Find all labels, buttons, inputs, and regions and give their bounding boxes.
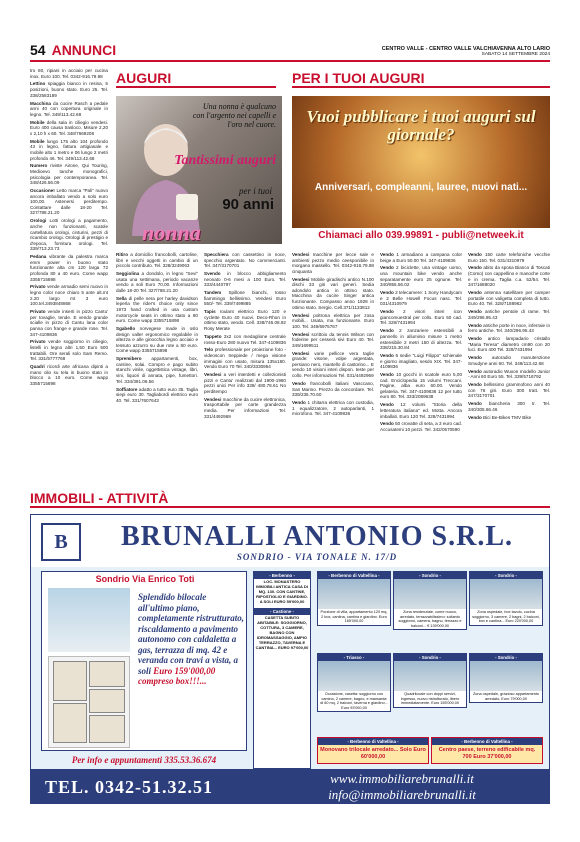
per-i-tuoi-auguri-card — [292, 96, 550, 244]
publication-date: SABATO 14 SETTEMBRE 2024 — [481, 52, 550, 57]
ad-title: Vendesi — [292, 350, 310, 356]
classified-ad — [292, 313, 374, 330]
classified-ad — [292, 400, 374, 417]
classified-ad — [30, 254, 108, 282]
classified-ad — [204, 372, 286, 394]
classified-ad — [116, 252, 198, 269]
ad-title: Vendo — [468, 309, 482, 315]
classified-ad — [380, 372, 462, 400]
ad-text: a veri interdetti e collezionisti pizzi e Cantu' realizzati dal 1900-1960 pezzi unici Per info 338/ 480.78.61 No perditempo — [204, 372, 286, 394]
ad-title: Quadri — [30, 364, 45, 370]
classified-ad — [468, 309, 550, 320]
ad-title: Soffiatore — [116, 386, 138, 392]
ad-title: Vendo — [380, 265, 394, 271]
ad-header — [31, 515, 550, 567]
ad-text: della sala in ciliegio vendesi. Euro 400 causa trasloco. Misure 2,20 x 2,10 h x 60. Tel. 348/7669208 — [30, 119, 109, 136]
listing-photo — [470, 661, 542, 691]
left-column-ads — [30, 68, 108, 389]
listing-description: Monovano trilocale arredato... Solo Euro 60'000,00 — [320, 747, 426, 760]
ad-text: 2 telecamere: 1 Sony Handycam e 2 Belle Howell Focus nasc. Tel. 031/4310979 — [380, 290, 462, 307]
ad-title: Svendo — [204, 271, 221, 277]
classified-ad — [380, 252, 462, 263]
listing-description: Quadrilocale con doppi servizi, ingresso, nuovo ristrutturato, libero immediatamente. Euro 155'000,00 — [400, 692, 460, 706]
listing-description: Centro paese, terreno edificabile mq. 700 Euro 37'000,00 — [438, 747, 536, 760]
classified-ad — [380, 421, 462, 432]
ad-text: macchine da cucire elettronica, trasportabile per carte grandezza media. Per informazioni Tel. 331/4492969 — [204, 396, 286, 419]
ad-text: vende armadio semi nuovo in legno color noce chiaro 5 ante alt.mt 2.20 largo mt 3 euro 100.tel.3493848868 — [30, 284, 109, 307]
ad-text: 10 gocchi in scatole euro 5,00 cad. Enciclopedia 15 volumi Treccani. Pagine, alba euro 60.00. Vendo gelateria. Tel. 347-4109836 12 per tutto euro 80. Tel. 333/2089638 — [380, 372, 462, 400]
classified-ad — [380, 265, 462, 287]
ad-text: da cucire Rasch a pedale anni 40 con copertura originale in legno. Tel. 349/113.42.68 — [30, 100, 109, 117]
ad-title: Privato — [30, 339, 46, 345]
ad-title: Vendo — [468, 355, 482, 361]
ad-title: Macchina — [30, 100, 51, 106]
classified-ad — [468, 355, 550, 366]
ad-title: Specchiera — [204, 252, 229, 257]
agency-email: info@immobiliarebrunalli.it — [328, 787, 476, 802]
agency-logo: B — [41, 523, 81, 561]
ads-column-4 — [292, 252, 374, 419]
ad-title: Seggiolina — [116, 271, 140, 277]
ad-text: Spillone bianchi, tosso fiammingo bellissimo. Vendesi Euro 550/- Tel. 339/7499885 — [204, 290, 286, 307]
ad-title: Tapis — [204, 309, 216, 315]
ad-text: Bici Be-Bikes TMV Bike — [483, 414, 532, 420]
ad-title: Vendo — [468, 401, 482, 407]
ad-title: Sella — [116, 295, 127, 301]
ad-text: roulant elettrico Euro 120 e cyclette Euro 40 nuovi. Deco-Rhon in ottimo stato, vendo. Cell. 338/746.08.92 Rosy Merate — [204, 309, 286, 332]
agency-website: www.immobiliarebrunalli.it — [330, 771, 474, 786]
ad-text: antiche pentole di rame. Tel. 349/296.95.43 — [468, 309, 550, 320]
classified-ad — [292, 381, 374, 398]
ad-title: Vendo — [292, 400, 306, 406]
ad-title: Vendesi — [292, 252, 310, 257]
ad-text: bellissimo grammofono anni 40 con 76 giri. Euro 300 tratt. Tel. 347/3170701 — [468, 382, 550, 399]
listing-description: Zona ospedale, grazioso appartamento arredato, Euro 79'000,00 — [472, 692, 540, 701]
appointments-info: Per info e appuntamenti 335.53.36.674 — [71, 755, 217, 765]
ad-title: Orologi — [30, 218, 47, 224]
grandmother-photo — [126, 116, 206, 236]
ad-title: Vendesi — [204, 372, 222, 378]
classified-ad — [468, 290, 550, 307]
ads-column-5 — [380, 252, 462, 435]
ad-title: Vendo — [468, 336, 482, 342]
listing-card — [317, 653, 391, 712]
header-publication — [382, 46, 550, 60]
ads-column-3 — [204, 252, 286, 421]
ad-text: antiche porte in noce, inferraie in ferro antiche. Tel. 340/296.95.43 — [468, 322, 550, 334]
ad-title: Vendo — [468, 322, 482, 328]
listing-description: CASETTA SUBITO ABITABILE: SOGGIORNO, COTTURA, 3 CAMERE, BAGNO CON IDROMASSAGGIO, AMPIO TERRAZZO, TAVERNA E CANTINA... EURO 97'000,00 — [255, 615, 309, 650]
listing-description: Occasione, casetta: soggiorno con camino, 2 camere, bagno, e mansarda di 60 mq, 2 balconi, taverna e giardino... Euro 93'000,00 — [320, 692, 388, 710]
ad-text: 12 volumi "Storia della letteratura italiana" ed. Motta. Ancora imballati. Euro 120 Tel. 328/7431994 — [380, 402, 462, 419]
ad-title: Vendesi — [292, 276, 310, 282]
ad-text: Mobile giradischi antico N.100 dischi 33 giri vari generi. Sedia adondolo antica in ottimo stato. Macchina da cucire Singer antica funzionante. Compasso anno 1928 in ottimo stato. Sergio. Cell.371/1133812 — [292, 276, 374, 310]
ad-title: Spremibero — [116, 356, 142, 362]
ad-text: lungo 175 alto 104 profondo 43 in legno, fattura artigianale e mobile alto 1 metro e 06 lungo 2 metri profondo 46. Tel. 349/113.42.68 — [30, 138, 109, 161]
classified-ad — [30, 81, 108, 98]
classified-ad — [204, 252, 286, 269]
listing-description: LOC. MONASTERO IMMOBILI ANTICA CASA DI MQ. 130. CON CANTINE, RIPOSTIGLIO E GIARDINO. A SOLI EURO 59'000,00 — [256, 579, 308, 604]
ad-title: Telo — [204, 347, 214, 353]
listing-photo — [470, 579, 542, 609]
classified-ad — [116, 356, 198, 384]
ad-footer — [31, 769, 550, 804]
classified-ad — [380, 309, 462, 326]
ad-title: Vendo — [468, 414, 482, 420]
classified-ad — [204, 309, 286, 331]
ad-title: Vendo — [468, 382, 482, 388]
ad-text: biancheria 300 tr. Tel. 340/305.66.46 — [468, 401, 550, 412]
listing-location: - Berbenno di Valtellina - — [318, 572, 390, 579]
classified-ad — [380, 328, 462, 350]
ad-text: autoradio Wuxon modello Junior - Anni 60 Euro 55. Tel. 339/5716792 — [468, 368, 550, 380]
ad-title: Vendo — [380, 328, 394, 334]
listing-card — [317, 571, 391, 626]
ads-column-6 — [468, 252, 550, 423]
page-header — [30, 40, 550, 62]
classified-ad — [116, 296, 198, 324]
per-i-tuoi-auguri-title: PER I TUOI AUGURI — [292, 70, 550, 88]
classified-ad — [30, 120, 108, 137]
immobili-title: IMMOBILI - ATTIVITÀ — [30, 490, 550, 508]
ad-title: Tandem — [204, 290, 222, 296]
classified-ad — [30, 284, 108, 306]
ad-title: Vendo — [468, 290, 482, 296]
ad-title: Vendo — [468, 252, 482, 257]
listing-photo — [394, 579, 466, 609]
classified-ad — [468, 265, 550, 287]
ad-text: scrittoio da tennis Wilson con foderine per cesserà sivi Euro 40. Tel. 349/1699511 — [292, 331, 374, 348]
agency-address: SONDRIO - VIA TONALE N. 17/D — [236, 552, 398, 562]
ad-text: 6 sedie "Luigi Filippo" schienale e giorno imagliato, sesdo XIX. Tel. 347-4109836 — [380, 352, 462, 370]
ad-title: Vendo — [380, 372, 394, 378]
ad-title: Vendesi — [204, 396, 222, 402]
listing-description: Zona ospedale, box tavolo, cucina soggiorno, 3 camere, 2 bagni, 2 balconi, box e cantina... Euro 220'000,00 — [472, 610, 540, 624]
ad-text: abito da sposa Bianco di Toscati (Como) con cappellino e manoche corte e in crema. Taglia c.a. 52/54. Tel. 347/1688020 — [468, 265, 551, 288]
floor-plan — [48, 656, 130, 748]
ad-text: appartamenti, box, cantine, solai. Compro e pago subito stanchi vinile, oggettistica vintage, libri, vini, liquori di annata, pipe, fumettori. Tel. 334/391.06.56 — [116, 356, 198, 384]
listing-card — [469, 571, 543, 626]
listing-location: - Sondrio - — [470, 572, 542, 579]
ad-text: 3x2 con medaglione centrale rosso-Euro 280 nuovo Tel. 347-4109836 — [204, 333, 286, 345]
building-render — [48, 588, 130, 652]
ad-text: macchine per lecce sale e ambienti pezzo medio ceesponibile in morgano massello. Tel. 0342-916.79.98 cinquanta — [292, 252, 374, 274]
ad-text: a domicilio francobolli, cartoline, libri e vecchi oggetti in cambio di un piccolo contributo. Tel. 328/3249063 — [116, 252, 199, 269]
ad-text: 50 crovatte di seta, a 3 euro cad. Accusatemi 10 pezzi. Tel. 342/0570590 — [380, 421, 462, 432]
classified-ad — [30, 188, 108, 216]
ad-text: francobolli italiani Vasccano, San Marino. Prezzo da concordare. Tel. 339/236.70.60 — [292, 380, 375, 398]
ad-title: Pedana — [30, 254, 47, 260]
ad-text: vende soggiorno in ciliegio, listelli in legno altri 1,50 Euro 500 trattabili. Ore serali solo Sam Remo. Tel. 331/5777768 — [30, 339, 109, 362]
ad-title: Vendo — [468, 265, 482, 271]
classified-ad — [292, 252, 374, 274]
ad-text: con cassettino in noce, specchio argentato. No commercianti. Tel. 347/3170701 — [204, 252, 287, 269]
auguri-per: per i tuoi — [239, 186, 272, 196]
listing-location: - Sondrio - — [394, 654, 466, 661]
ad-title: Vendo — [380, 421, 394, 427]
ad-text: spiaggia bianco in resina, 5 posizioni, buono stato. Euro 25. Tel. 338/2583189 — [30, 81, 108, 98]
classified-ad — [292, 277, 374, 311]
agency-web — [257, 771, 547, 803]
pta-headline: Vuoi pubblicare i tuoi auguri sul giornale? — [306, 107, 536, 144]
listing-card — [393, 653, 467, 708]
classified-ad — [468, 323, 550, 334]
classified-ad — [468, 336, 550, 353]
classified-ad — [204, 397, 286, 419]
featured-price: Euro 159'000,00 compreso box!!!... — [138, 665, 216, 686]
ad-title: Privato — [30, 284, 46, 290]
ad-text: autoradio manutenzione Smudyne anni 60. Tel. 349/113.42.68 — [468, 355, 550, 366]
ad-text: Letto marca "Pali" nuovo ancora imballato vendo a solo euro 100,00. Astenersi perditempo. Contattare dalle 18-20 Tel. 327/788.21.20 — [30, 188, 108, 216]
ad-title: Vendo — [380, 402, 394, 408]
listing-photo — [318, 661, 390, 691]
ad-text: norvegese made in oslo design valler ergonomico regolabile in altezza e alle ginocchia legno acciaio e tessuto azzurro su due rote a 80 euro. Come wapp 3355715898 — [116, 326, 199, 354]
ad-text: professionale per proiezione foto - videoscon treppiede / mega visione immagini con usato, misura 135x180. Vendo Euro 70 Tel. 340/3330954 — [204, 347, 286, 370]
classified-ad — [30, 364, 108, 386]
ad-text: vibrante da palestra marca emm power in buono stato funzionante alta cm 120 larga 72 profonda 80 a 40 euro. Come wapp 3355715898 — [30, 254, 109, 282]
ad-text: 1 armadiano a campana color beige a Euro 50.00 Tel. 347-4109836 — [380, 252, 463, 263]
publication-name: CENTRO VALLE - CENTRO VALLE VALCHIAVENNA ALTO LARIO — [381, 46, 550, 52]
listing-location: - Sondrio - — [394, 572, 466, 579]
page-number: 54 — [30, 42, 46, 58]
agency-name: BRUNALLI ANTONIO S.R.L. — [120, 521, 514, 552]
classified-ad — [468, 401, 550, 412]
ad-text: 2 zanzariere estensibili a pannello in alluminio misure 1 metro estensibile 2 metri 150 di altezza. Tel. 338/215.30.84 — [380, 328, 462, 351]
ad-title: Sgabello — [116, 326, 136, 332]
classified-ad — [30, 309, 108, 337]
ad-text: antico lampadario cristallo "Maria Teresa" diametro cm90 con 20 luci. Euro 400 Tel. 328/7431994 — [468, 336, 551, 353]
sondrio-featured — [41, 571, 247, 751]
auguri-tanti: Tantissimi auguri — [174, 153, 276, 168]
agency-phone: TEL. 0342-51.32.51 — [45, 777, 214, 797]
listing-location: - Berbenno - — [254, 572, 310, 579]
ad-text: varie pellicce vera taglie grande: visone, volpe argentata, persiano nero, mantello di castorino... E vendo 10 visioni interi dispon. teste per collo. Per informazioni Tel. 031/4492969 — [292, 350, 374, 379]
ad-text: in blocco abbigliamento neonato 0-6 mesi a 100 Euro. Tel. 333/4440797 — [204, 271, 286, 288]
ad-text: di pelle nera per harley davidson leperla the rider's choice only since 1973 hand crafted in usa custom motorcycle seats in ottimo stato a 80 euro. Come wapp 3355715898 — [116, 295, 198, 324]
ad-title: Privato — [30, 309, 46, 315]
classified-ad — [30, 139, 108, 161]
ad-text: antenna satellitare per camper portatile con valigetta completa di tutto. Euro 40. Tel. 328/7188962 — [468, 290, 550, 307]
pta-occasions: Anniversari, compleanni, lauree, nuovi nati... — [314, 182, 528, 193]
classified-ad — [116, 326, 198, 354]
listing-description: Zona residenziale, come nuovo, arredato, terrazzabilissimo: soltanto soggiorno, camera, bagno, terrazzo e balconi... € 139'000,00 — [398, 610, 462, 628]
ad-title: Tappeto — [204, 333, 222, 339]
ad-text: 150 carte telefoniche vecchie Euro 150. Tel. 031/4310979 — [468, 252, 550, 263]
listing-highlight — [317, 737, 429, 764]
ad-title: Vendesi — [292, 331, 310, 337]
section-title: ANNUNCI — [51, 42, 117, 58]
auguri-anni: 90 anni — [222, 196, 274, 213]
pta-contact: Chiamaci allo 039.99891 - publi@netweek.it — [292, 228, 550, 244]
ad-title: Vendo — [380, 309, 394, 315]
ad-text: Lotti orologi a pagamento, anche non funzionanti, scatole cartellatura orologi, cinturini, pezzi di ricambio orologi. Orologi di prestigio e d'epoca, fornitura orologi. Tel. 339/713.23.73 — [30, 218, 108, 252]
ad-text: 2 visori interi icon giancomuestral per collo. Euro 50 cad. Tel. 328/7431994 — [380, 309, 462, 326]
classified-ad — [204, 271, 286, 288]
classified-ad — [468, 382, 550, 399]
ad-title: Vendo — [380, 252, 394, 257]
classified-ad — [30, 68, 108, 79]
ad-text: riviste Airone, Qui Touring, Medioevo tanche monografici, psicologia per contemporanea. Tel. 348/426.56.09 — [30, 163, 108, 186]
classified-ad — [30, 218, 108, 252]
ad-title: Mobile — [30, 119, 45, 125]
sondrio-title: Sondrio Via Enrico Toti — [95, 574, 195, 584]
listing-card — [469, 653, 543, 703]
ad-title: Vendo — [380, 290, 394, 296]
classified-ad — [116, 387, 198, 404]
classified-ad — [204, 334, 286, 345]
listing-location: - Berbenno di Valtellina - — [432, 738, 542, 745]
listing-location: - Castione - — [254, 608, 310, 615]
featured-description — [138, 592, 244, 687]
classified-ad — [204, 347, 286, 369]
ad-title: Lettino — [30, 81, 46, 87]
ad-text: vende inserti in pizzo Cantu' per tovaglie, tende. E vendo grande scialle in pizzo di Cantu lana color panna con frange e grande rose. Tel. 347-4109836 — [30, 309, 108, 337]
ad-text: adatto a tutto euro 35. Taglia siepi euro 30. Tagliabordi elettrico euro 40. Tel. 331/7607643 — [116, 386, 198, 403]
listing-photo — [394, 661, 466, 691]
listing-location: - Berbenno di Valtellina - — [318, 738, 428, 745]
classified-ad — [292, 332, 374, 349]
classified-ad — [30, 163, 108, 185]
ad-title: Vendo — [292, 380, 306, 386]
listing-card — [393, 571, 467, 630]
featured-text: Splendido bilocale all'ultimo piano, completamente ristrutturato, riscaldamento a pavimento autonomo con caldaletta a gas, terrazza di mq. 42 e veranda con travi a vista, a soli — [138, 592, 245, 676]
real-estate-ad — [30, 514, 550, 804]
classified-ad — [468, 415, 550, 421]
classified-ad — [468, 252, 550, 263]
ad-title: Ritiro — [116, 252, 128, 257]
listing-location: - Triasso - — [318, 654, 390, 661]
classified-ad — [380, 290, 462, 307]
ads-column-2 — [116, 252, 198, 406]
ad-title: Numero — [30, 163, 48, 169]
ad-text: ricordi arte africana dipinti a mano olio su tela in buono stato in blocco a 10 euro. Come wapp 3355715898 — [30, 364, 108, 386]
ad-text: 1 chitarra elettrica con custodia, 1 equalizzatore, 2 autoparlanti, 1 microfono. Tel. 347-4109836 — [292, 400, 375, 417]
listing-location: - Sondrio - — [470, 654, 542, 661]
classified-ad — [116, 271, 198, 293]
auguri-name: nonna — [142, 220, 201, 244]
ad-text: 2 biciclette, una vintage uomo, una mountain bike vendo anche separatamente euro 25 ognune. Tel. 340/855.56.02 — [380, 265, 462, 288]
classified-ad — [30, 339, 108, 361]
ad-title: Occasione! — [30, 188, 55, 194]
listing-description: Porzione di villa, appartamento 120 mq, 2 box, cantina, cantina e giardino. Euro 165'000,00 — [320, 610, 388, 624]
listing-highlight — [431, 737, 543, 764]
auguri-message: Una nonna è qualcuno con l'argento nei capelli e l'oro nel cuore. — [192, 102, 276, 129]
classified-ad — [380, 353, 462, 370]
ad-title: Mobile — [30, 138, 45, 144]
ad-title: Vendesi — [292, 312, 310, 318]
ad-text: tro 80, ripiani in acciaio per cucina inox. Euro 100. Tel. 0342-916.79.98 — [30, 68, 108, 79]
classified-ad — [380, 402, 462, 419]
auguri-title: AUGURI — [116, 70, 276, 88]
classified-ad — [30, 101, 108, 118]
listing-column — [253, 571, 311, 769]
classified-ad — [468, 369, 550, 380]
auguri-card — [116, 96, 282, 244]
ad-title: Vendo — [468, 368, 482, 374]
ad-title: Vendo — [380, 352, 394, 358]
ad-text: a dondolo, in legno "Sevi" usata una settimana, periodo vacanze vendo a soli Euro 70,00. Informazioni dalle 18-20 Tel. 327/788.21.20 — [116, 271, 198, 293]
classified-ad — [292, 351, 374, 379]
listing-photo — [318, 579, 390, 609]
ad-text: poltrona elettrica per zosa mobili... Usata, ma funzionante. Euro 100. Tel. 349/6975767 — [292, 312, 375, 329]
classified-ad — [204, 290, 286, 307]
